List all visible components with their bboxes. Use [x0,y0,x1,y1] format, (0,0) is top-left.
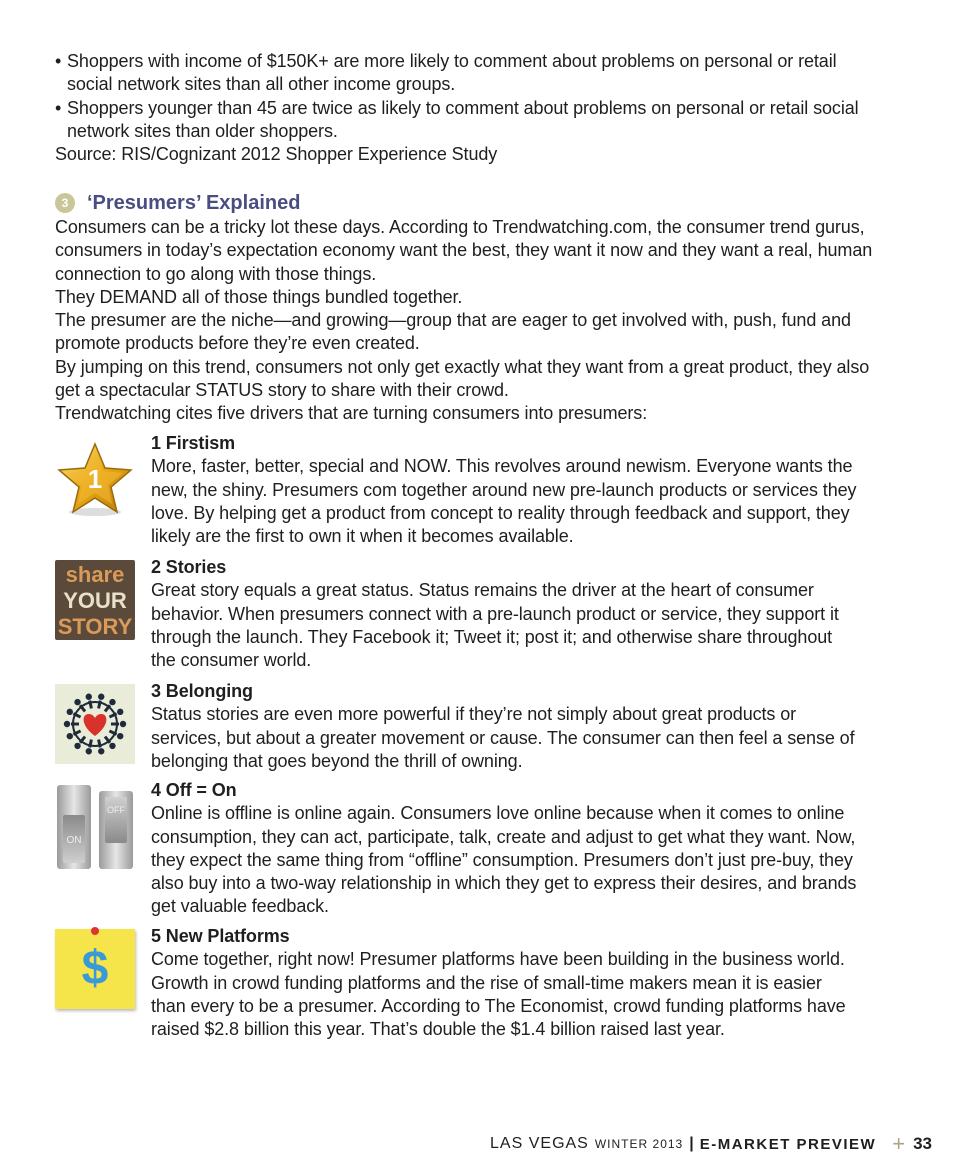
driver-text: Online is offline is online again. Consumers love online because when it comes to online consumption, they can act, participate, talk, create and adjust to get what they want. Now, they expect the same thing from “offline” consumption. Presumers don’t just pre-buy, they also buy into a two-way relationship in which they get to express their desires, and brands get valuable feedback. [151,803,857,917]
person-head [117,709,123,715]
source-line: Source: RIS/Cognizant 2012 Shopper Experience Study [55,144,498,165]
dollar-sign: $ [81,942,109,995]
person-head [74,699,80,705]
star-number: 1 [87,464,103,494]
bullet-dot: • [55,51,62,71]
section-heading [55,190,300,216]
driver-body [151,779,861,919]
driver-text: Great story equals a great status. Status remains the driver at the heart of consumer behavior. When presumers connect with a pre-launch product or service, they support it through the launch. They Facebook it; Tweet it; post it; and otherwise share throughout the consumer world. [151,580,839,671]
switch-label: OFF [107,805,125,815]
driver-title: 3 Belonging [151,681,253,701]
switch-label: ON [66,835,82,846]
person-head [109,743,115,749]
light-switches-icon [55,783,135,871]
page-number: 33 [913,1134,932,1153]
switch-on [57,785,91,869]
intro-paragraph: Consumers can be a tricky lot these days. According to Trendwatching.com, the consumer trend gurus, consumers in today’s expectation economy want the best, they want it now and they want a real, human connection to go along with those things. [55,217,873,284]
dollar-sticky-note-icon [55,929,135,1009]
person-head [98,694,104,700]
stats-bullets [55,50,885,166]
driver-title: 1 Firstism [151,433,236,453]
page-footer [490,1131,932,1157]
driver-body [151,680,861,773]
driver-text: Come together, right now! Presumer platforms have been building in the business world. Growth in crowd funding platforms and the rise of small-time makers mean it is easier than every to be a presumer. According to The Economist, crowd funding platforms have raised $2.8 billion this year. That’s double the $1.4 billion raised last year. [151,949,846,1040]
driver-body [151,925,861,1041]
share-your-story-icon [55,560,135,640]
driver-body [151,556,861,672]
icon-word: STORY [57,614,133,639]
section-number-badge: 3 [55,193,75,213]
person-head [86,748,92,754]
bullet-dot: • [55,97,62,118]
intro-paragraph: The presumer are the niche—and growing—group that are eager to get involved with, push, fund and promote products before they’re even created. [55,310,851,354]
person-head [74,743,80,749]
bullet-text: Shoppers younger than 45 are twice as likely to comment about problems on personal or retail social network sites than older shoppers. [67,97,859,141]
switch-off [99,791,133,869]
person-head [117,733,123,739]
icon-word: YOUR [63,588,127,613]
person-head [120,721,126,727]
icon-word: share [65,562,125,587]
person-head [64,721,70,727]
driver-title: 5 New Platforms [151,926,290,946]
person-head [98,748,104,754]
driver-body [151,432,861,548]
intro-text [55,216,885,426]
driver-title: 2 Stories [151,557,227,577]
person-head [109,699,115,705]
person-head [67,733,73,739]
intro-paragraph: They DEMAND all of those things bundled together. [55,286,463,307]
people-circle-heart-icon [55,684,135,764]
section-title: ‘Presumers’ Explained [87,191,301,214]
gold-star-icon [55,440,135,520]
driver-text: More, faster, better, special and NOW. This revolves around newism. Everyone wants the new, the shiny. Presumers com together around new pre-launch products or services they love. By helping get a product from concept to reality through feedback and support, they likely are the first to own it when it becomes available. [151,456,857,547]
person-head [86,694,92,700]
person-head [67,709,73,715]
driver-title: 4 Off = On [151,780,237,800]
footer-season: WINTER 2013 [594,1137,684,1151]
footer-plus: + [892,1131,906,1156]
bullet-text: Shoppers with income of $150K+ are more likely to comment about problems on personal or retail social network sites than all other income groups. [67,51,837,95]
driver-text: Status stories are even more powerful if they’re not simply about great products or services, but about a greater movement or cause. The consumer can then feel a sense of belonging that goes beyond the thrill of owning. [151,704,855,771]
intro-paragraph: By jumping on this trend, consumers not only get exactly what they want from a great product, they also get a spectacular STATUS story to share with their crowd. [55,356,870,401]
bullet-item [55,50,885,97]
bullet-item [55,97,885,144]
footer-separator: | [689,1135,694,1152]
footer-location: LAS VEGAS [490,1135,589,1152]
intro-paragraph: Trendwatching cites five drivers that are turning consumers into presumers: [55,403,648,424]
footer-publication: E-MARKET PREVIEW [699,1135,877,1153]
